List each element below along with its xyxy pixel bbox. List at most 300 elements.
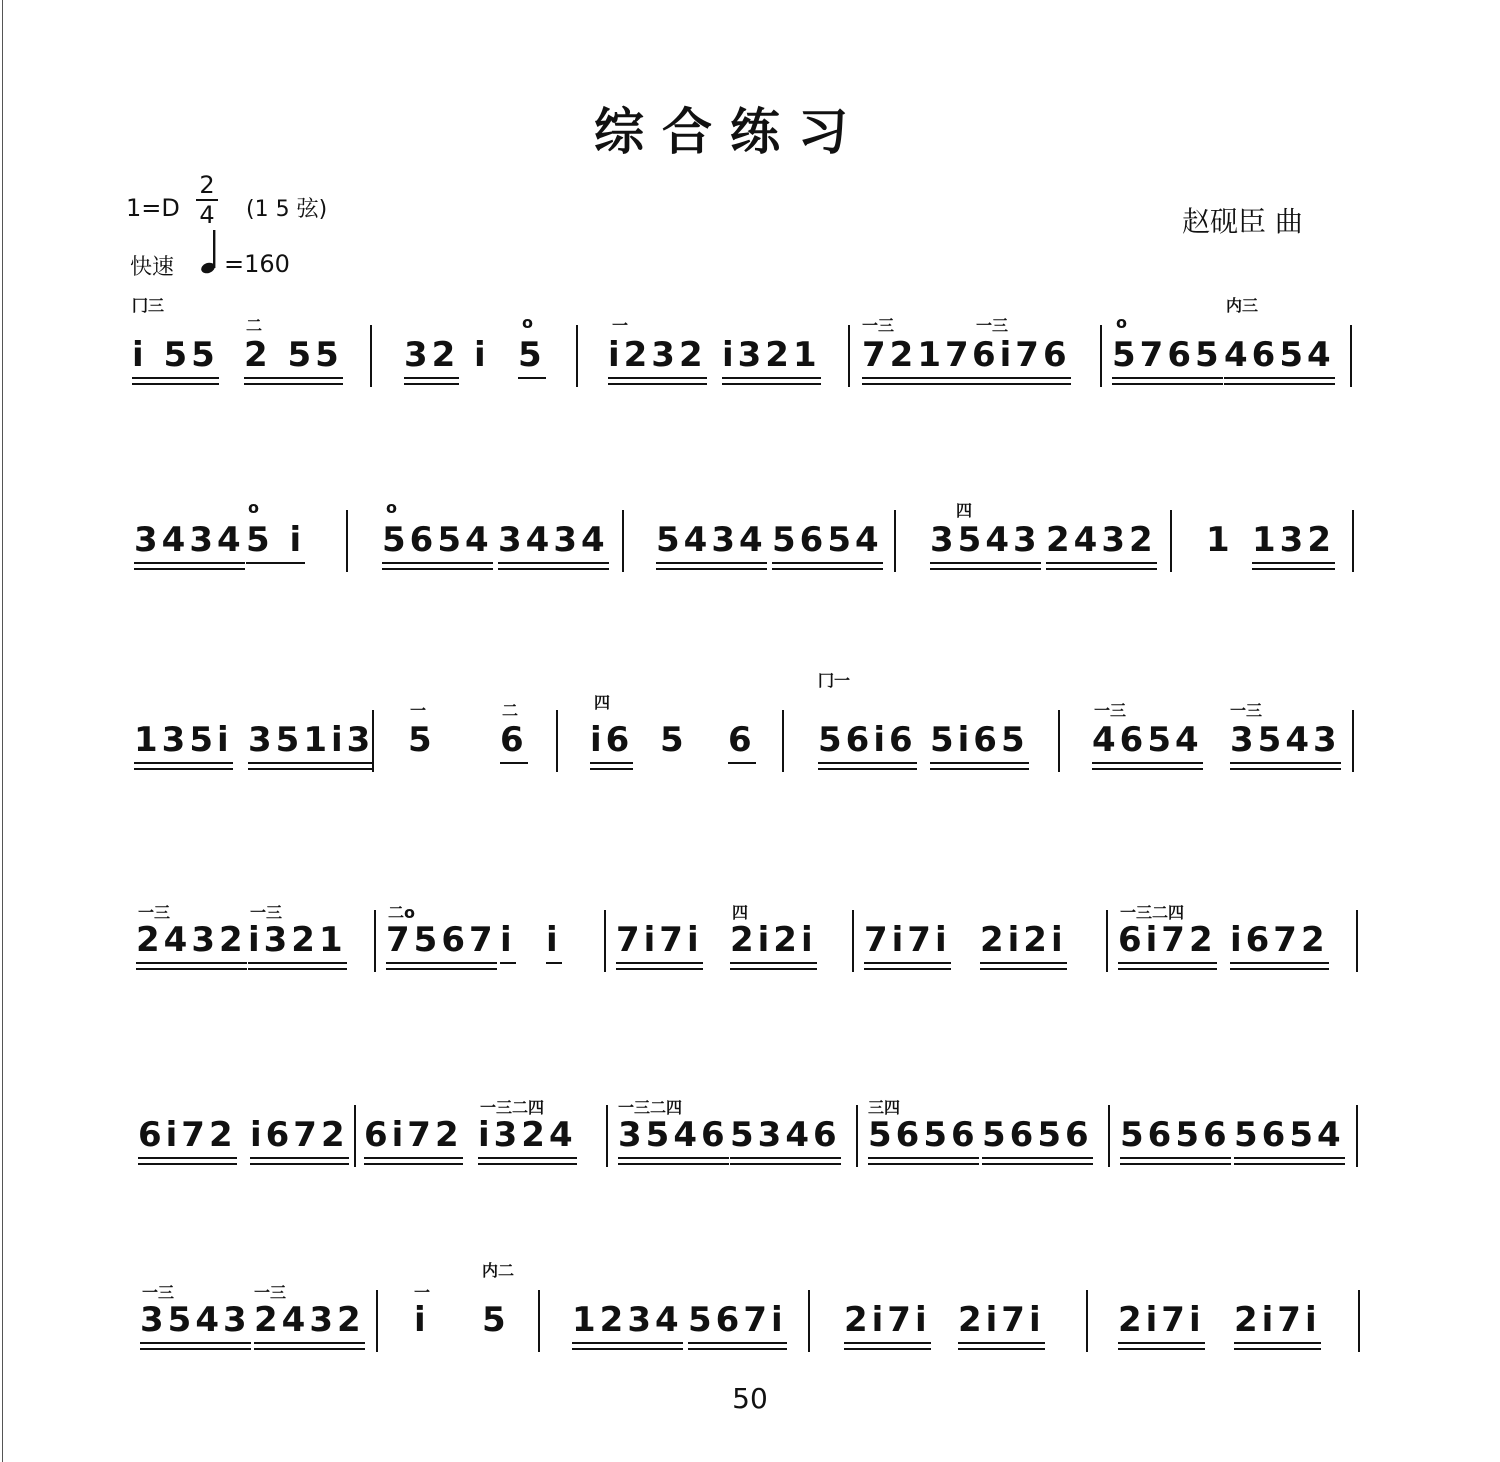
barline [1100, 325, 1102, 387]
beam-underline [608, 383, 707, 385]
note-digits: 5656 [868, 1115, 979, 1155]
fingering-mark: 一 [414, 1283, 431, 1302]
beam-underline [656, 568, 767, 570]
beam-underline [818, 762, 917, 764]
beam-underline [1118, 962, 1217, 964]
note-digits: 5 [518, 335, 546, 375]
beam-underline [1092, 762, 1203, 764]
note-group [980, 920, 1067, 960]
note-digits: 2432 [254, 1300, 365, 1340]
composer-credit: 赵砚臣 曲 [1182, 205, 1303, 238]
note-digits: 2i2i [980, 920, 1067, 960]
barline [782, 710, 784, 772]
note-group [656, 520, 767, 560]
beam-underline [498, 562, 609, 564]
note-group [618, 1115, 729, 1155]
note-digits: i [474, 335, 490, 375]
beam-underline [1230, 768, 1341, 770]
fingering-mark: 四 [732, 903, 749, 922]
beam-underline [364, 1157, 463, 1159]
page-number: 50 [732, 1382, 768, 1415]
beam-underline [618, 1163, 729, 1165]
note-digits: i 55 [132, 335, 219, 375]
barline [848, 325, 850, 387]
note-group [972, 335, 1071, 375]
fingering-mark: 内二 [482, 1261, 515, 1280]
beam-underline [382, 562, 493, 564]
notation-row-4 [0, 890, 1500, 1010]
beam-underline [728, 762, 756, 764]
note-digits: 6i72 [1118, 920, 1217, 960]
beam-underline [608, 377, 707, 379]
note-group [482, 1300, 510, 1340]
note-group [138, 1115, 237, 1155]
beam-underline [1112, 377, 1223, 379]
beam-underline [618, 1157, 729, 1159]
beam-underline [590, 762, 633, 764]
note-group [408, 720, 436, 760]
fingering-mark: 一三二四 [618, 1098, 683, 1117]
beam-underline [1230, 962, 1329, 964]
beam-underline [546, 962, 562, 964]
note-group [868, 1115, 979, 1155]
beam-underline [386, 968, 497, 970]
fingering-mark: 一三 [250, 903, 283, 922]
fingering-mark: 一 [612, 316, 629, 335]
note-group [1234, 1300, 1321, 1340]
beam-underline [244, 383, 343, 385]
note-digits: 3434 [134, 520, 245, 560]
note-group [244, 335, 343, 375]
note-group [136, 920, 247, 960]
beam-underline [980, 962, 1067, 964]
note-group [414, 1300, 430, 1340]
note-group [382, 520, 493, 560]
tempo-value: =160 [224, 250, 290, 278]
beam-underline [772, 568, 883, 570]
fingering-mark: 二o [388, 903, 415, 922]
note-digits: 3543 [1230, 720, 1341, 760]
fingering-mark: 一三 [1230, 701, 1263, 720]
note-digits: i672 [1230, 920, 1329, 960]
note-digits: 2i2i [730, 920, 817, 960]
note-digits: 2i7i [844, 1300, 931, 1340]
note-digits: i [414, 1300, 430, 1340]
note-digits: 6 [500, 720, 528, 760]
beam-underline [498, 568, 609, 570]
beam-underline [250, 1163, 349, 1165]
note-digits: 5346 [730, 1115, 841, 1155]
note-group [1224, 335, 1335, 375]
beam-underline [134, 568, 245, 570]
beam-underline [930, 568, 1041, 570]
beam-underline [864, 968, 951, 970]
beam-underline [982, 1163, 1093, 1165]
beam-underline [722, 377, 821, 379]
note-digits: 2i7i [1118, 1300, 1205, 1340]
notation-row-6 [0, 1261, 1500, 1390]
fingering-mark: 二 [246, 316, 263, 335]
note-group [132, 335, 219, 375]
fingering-mark: o [386, 498, 397, 517]
beam-underline [862, 383, 973, 385]
note-digits: 56i6 [818, 720, 917, 760]
beam-underline [1118, 968, 1217, 970]
beam-underline [1120, 1157, 1231, 1159]
note-digits: 6i72 [364, 1115, 463, 1155]
beam-underline [132, 383, 219, 385]
beam-underline [478, 1157, 577, 1159]
notation-row-2 [0, 490, 1500, 610]
time-signature-top: 2 [199, 171, 215, 199]
tempo-label: 快速 [130, 255, 175, 280]
barline [1356, 910, 1358, 972]
note-group [1252, 520, 1335, 560]
note-group [1118, 1300, 1205, 1340]
time-signature [196, 172, 218, 228]
note-group [140, 1300, 251, 1340]
beam-underline [140, 1342, 251, 1344]
beam-underline [382, 568, 493, 570]
note-digits: 3543 [140, 1300, 251, 1340]
barline [538, 1290, 540, 1352]
beam-underline [1252, 562, 1335, 564]
barline [1058, 710, 1060, 772]
beam-underline [1120, 1163, 1231, 1165]
note-digits: i672 [250, 1115, 349, 1155]
note-digits: 5656 [982, 1115, 1093, 1155]
beam-underline [500, 962, 516, 964]
beam-underline [254, 1348, 365, 1350]
note-group [546, 920, 562, 960]
note-group [728, 720, 756, 760]
beam-underline [572, 1342, 683, 1344]
barline [1352, 710, 1354, 772]
beam-underline [958, 1348, 1045, 1350]
note-digits: 4654 [1092, 720, 1203, 760]
fingering-mark: 冂一 [818, 671, 851, 690]
note-group [590, 720, 633, 760]
note-group [616, 920, 703, 960]
note-digits: i321 [248, 920, 347, 960]
notation-row-5 [0, 1085, 1500, 1205]
fingering-mark: 一 [410, 701, 427, 720]
beam-underline [244, 377, 343, 379]
note-digits: 32 [404, 335, 460, 375]
note-group [246, 520, 305, 560]
fingering-mark: 一三 [254, 1283, 287, 1302]
beam-underline [1224, 383, 1335, 385]
note-group [730, 1115, 841, 1155]
key-signature: 1=D [126, 194, 180, 222]
barline [576, 325, 578, 387]
note-digits: i232 [608, 335, 707, 375]
note-digits: 3546 [618, 1115, 729, 1155]
barline [622, 510, 624, 572]
note-group [844, 1300, 931, 1340]
fingering-mark: 一三二四 [480, 1098, 545, 1117]
fingering-mark: 一三 [138, 903, 171, 922]
note-group [134, 520, 245, 560]
note-digits: 6i72 [138, 1115, 237, 1155]
note-group [248, 720, 374, 760]
fingering-mark: 一三 [1094, 701, 1127, 720]
notation-row-3 [0, 671, 1500, 810]
beam-underline [500, 762, 528, 764]
beam-underline [1118, 1348, 1205, 1350]
beam-underline [136, 968, 247, 970]
note-group [818, 720, 917, 760]
beam-underline [730, 1163, 841, 1165]
beam-underline [404, 383, 459, 385]
note-digits: 5i65 [930, 720, 1029, 760]
note-group [1230, 920, 1329, 960]
beam-underline [1230, 968, 1329, 970]
note-group [500, 720, 528, 760]
note-group [1112, 335, 1223, 375]
beam-underline [862, 377, 973, 379]
fingering-mark: 冂三 [132, 296, 165, 315]
fingering-mark: o [248, 498, 259, 517]
barline [1108, 1105, 1110, 1167]
note-group [864, 920, 951, 960]
note-group [862, 335, 973, 375]
barline [604, 910, 606, 972]
note-digits: 5654 [382, 520, 493, 560]
beam-underline [1234, 1163, 1345, 1165]
note-group [474, 335, 490, 375]
beam-underline [138, 1157, 237, 1159]
beam-underline [868, 1163, 979, 1165]
barline [1106, 910, 1108, 972]
beam-underline [134, 562, 245, 564]
beam-underline [930, 768, 1029, 770]
barline [852, 910, 854, 972]
note-digits: i324 [478, 1115, 577, 1155]
note-group [572, 1300, 683, 1340]
beam-underline [844, 1348, 931, 1350]
beam-underline [590, 768, 633, 770]
beam-underline [386, 962, 497, 964]
fingering-mark: o [1116, 313, 1127, 332]
notation-row-1 [0, 296, 1500, 425]
beam-underline [478, 1163, 577, 1165]
note-group [930, 520, 1041, 560]
note-group [500, 920, 516, 960]
note-digits: 1 [1206, 520, 1234, 560]
note-digits: 135i [134, 720, 233, 760]
note-group [1230, 720, 1341, 760]
note-digits: 2i7i [1234, 1300, 1321, 1340]
beam-underline [1092, 768, 1203, 770]
beam-underline [844, 1342, 931, 1344]
beam-underline [688, 1348, 787, 1350]
note-group [254, 1300, 365, 1340]
note-digits: 7217 [862, 335, 973, 375]
note-digits: 2 55 [244, 335, 343, 375]
beam-underline [248, 768, 374, 770]
beam-underline [972, 383, 1071, 385]
beam-underline [248, 762, 374, 764]
note-group [982, 1115, 1093, 1155]
fingering-mark: 一三二四 [1120, 903, 1185, 922]
beam-underline [1118, 1342, 1205, 1344]
note-digits: 2432 [136, 920, 247, 960]
barline [894, 510, 896, 572]
beam-underline [972, 377, 1071, 379]
note-digits: 3434 [498, 520, 609, 560]
note-digits: 5 i [246, 520, 306, 560]
note-group [608, 335, 707, 375]
fingering-mark: 四 [956, 501, 973, 520]
beam-underline [730, 968, 817, 970]
note-digits: 6 [728, 720, 756, 760]
beam-underline [254, 1342, 365, 1344]
note-digits: 132 [1252, 520, 1335, 560]
beam-underline [730, 1157, 841, 1159]
note-digits: 567i [688, 1300, 787, 1340]
barline [808, 1290, 810, 1352]
note-group [1120, 1115, 1231, 1155]
fingering-mark: 三四 [868, 1098, 901, 1117]
note-digits: 5765 [1112, 335, 1223, 375]
quarter-note-icon [200, 228, 220, 276]
note-group [364, 1115, 463, 1155]
note-group [958, 1300, 1045, 1340]
note-group [1118, 920, 1217, 960]
beam-underline [140, 1348, 251, 1350]
beam-underline [134, 762, 233, 764]
note-group [518, 335, 546, 375]
barline [1356, 1105, 1358, 1167]
beam-underline [982, 1157, 1093, 1159]
barline [346, 510, 348, 572]
note-digits: 2i7i [958, 1300, 1045, 1340]
beam-underline [1046, 562, 1157, 564]
note-group [722, 335, 821, 375]
beam-underline [818, 768, 917, 770]
note-digits: 6i76 [972, 335, 1071, 375]
barline [370, 325, 372, 387]
barline [376, 1290, 378, 1352]
barline [856, 1105, 858, 1167]
barline [1358, 1290, 1360, 1352]
note-digits: 351i3 [248, 720, 375, 760]
note-group [772, 520, 883, 560]
beam-underline [1112, 383, 1223, 385]
beam-underline [138, 1163, 237, 1165]
beam-underline [132, 377, 219, 379]
beam-underline [134, 768, 233, 770]
note-group [248, 920, 347, 960]
note-group [1046, 520, 1157, 560]
note-digits: 5 [408, 720, 436, 760]
note-group [1206, 520, 1234, 560]
fingering-mark: 一三 [862, 316, 895, 335]
fingering-mark: 内三 [1226, 296, 1259, 315]
beam-underline [1230, 762, 1341, 764]
note-digits: 7i7i [864, 920, 951, 960]
note-digits: 7567 [386, 920, 497, 960]
note-digits: i [546, 920, 562, 960]
note-digits: 4654 [1224, 335, 1335, 375]
barline [556, 710, 558, 772]
note-digits: 5434 [656, 520, 767, 560]
barline [1170, 510, 1172, 572]
beam-underline [518, 377, 546, 379]
beam-underline [864, 962, 951, 964]
beam-underline [1234, 1348, 1321, 1350]
beam-underline [250, 1157, 349, 1159]
barline [374, 910, 376, 972]
beam-underline [930, 562, 1041, 564]
string-tuning: (1 5 弦) [246, 197, 328, 222]
beam-underline [616, 962, 703, 964]
note-group [134, 720, 233, 760]
beam-underline [1234, 1157, 1345, 1159]
note-group [498, 520, 609, 560]
note-digits: 5 [482, 1300, 510, 1340]
fingering-mark: 一三 [976, 316, 1009, 335]
note-group [404, 335, 459, 375]
beam-underline [730, 962, 817, 964]
note-digits: 7i7i [616, 920, 703, 960]
note-group [688, 1300, 787, 1340]
note-group [1234, 1115, 1345, 1155]
barline [606, 1105, 608, 1167]
note-digits: 5654 [1234, 1115, 1345, 1155]
beam-underline [980, 968, 1067, 970]
note-group [1092, 720, 1203, 760]
beam-underline [868, 1157, 979, 1159]
barline [354, 1105, 356, 1167]
beam-underline [722, 383, 821, 385]
note-group [730, 920, 817, 960]
note-digits: 5656 [1120, 1115, 1231, 1155]
beam-underline [248, 962, 347, 964]
beam-underline [364, 1163, 463, 1165]
beam-underline [958, 1342, 1045, 1344]
fingering-mark: o [522, 313, 533, 332]
note-group [250, 1115, 349, 1155]
note-digits: 1234 [572, 1300, 683, 1340]
note-digits: 5 [660, 720, 688, 760]
note-group [386, 920, 497, 960]
page-title: 综合练习 [594, 102, 866, 161]
fingering-mark: 二 [502, 701, 519, 720]
beam-underline [930, 762, 1029, 764]
note-digits: i321 [722, 335, 821, 375]
beam-underline [772, 562, 883, 564]
note-group [660, 720, 688, 760]
time-signature-bottom: 4 [199, 201, 215, 229]
beam-underline [616, 968, 703, 970]
beam-underline [404, 377, 459, 379]
beam-underline [1046, 568, 1157, 570]
note-digits: 3543 [930, 520, 1041, 560]
beam-underline [1224, 377, 1335, 379]
beam-underline [136, 962, 247, 964]
barline [1350, 325, 1352, 387]
note-digits: i [500, 920, 516, 960]
beam-underline [248, 968, 347, 970]
beam-underline [572, 1348, 683, 1350]
note-digits: 5654 [772, 520, 883, 560]
fingering-mark: 四 [594, 693, 611, 712]
barline [1352, 510, 1354, 572]
beam-underline [688, 1342, 787, 1344]
beam-underline [1252, 568, 1335, 570]
